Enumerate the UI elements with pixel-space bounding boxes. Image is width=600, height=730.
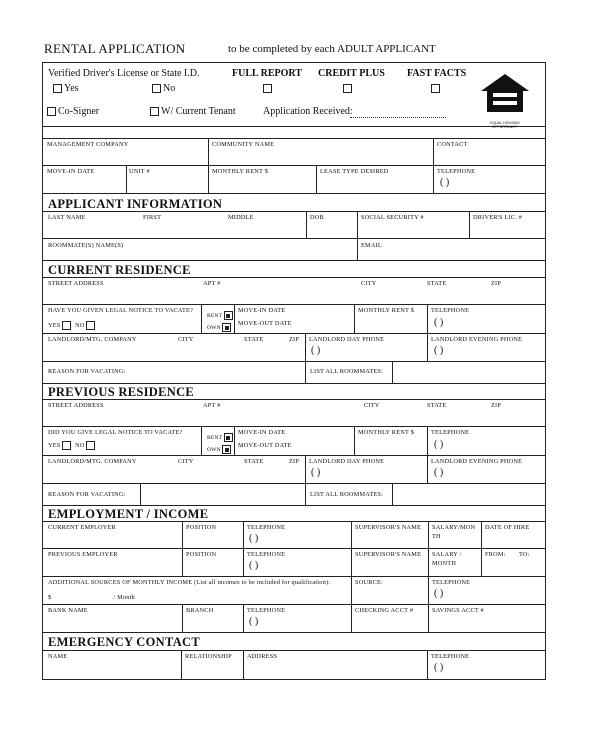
current-notice-label: HAVE YOU GIVEN LEGAL NOTICE TO VACATE? (48, 307, 194, 314)
fast-facts-label: FAST FACTS (407, 68, 467, 79)
current-roommates-label: LIST ALL ROOMMATES: (310, 368, 384, 375)
emergency-phone-field[interactable]: ( ) (434, 662, 444, 673)
community-name-label: COMMUNITY NAME (212, 141, 275, 148)
contact-label: CONTACT (437, 141, 468, 148)
previous-no-checkbox[interactable] (86, 441, 95, 450)
current-rent-checkbox[interactable] (224, 311, 233, 320)
previous-employer-telephone-label: TELEPHONE (247, 551, 286, 558)
current-zip-label: ZIP (491, 280, 502, 287)
current-position-label: POSITION (186, 524, 217, 531)
current-street-label: STREET ADDRESS (48, 280, 104, 287)
previous-residence-heading: PREVIOUS RESIDENCE (48, 385, 195, 399)
current-phone-field[interactable]: ( ) (434, 317, 444, 328)
applicant-information-heading: APPLICANT INFORMATION (48, 197, 223, 211)
full-report-label: FULL REPORT (232, 68, 302, 79)
equal-housing-logo-icon (478, 72, 532, 129)
dob-label: DOB (310, 214, 324, 221)
form-title: RENTAL APPLICATION (44, 41, 186, 56)
previous-landlord-city-label: CITY (178, 458, 194, 465)
previous-notice-yes[interactable]: YES NO (48, 441, 97, 450)
current-tenant-checkbox[interactable] (150, 107, 159, 116)
date-of-hire-label: DATE OF HIRE (485, 524, 530, 531)
previous-salary-label: SALARY / (432, 551, 462, 558)
previous-landlord-zip-label: ZIP (289, 458, 300, 465)
previous-salary-month: MONTH (432, 560, 457, 567)
savings-account-label: SAVINGS ACCT # (432, 607, 484, 614)
current-reason-label: REASON FOR VACATING: (48, 368, 126, 375)
current-telephone-label: TELEPHONE (431, 307, 470, 314)
previous-day-phone-label: LANDLORD DAY PHONE (309, 458, 385, 465)
previous-move-in-label: MOVE-IN DATE (238, 429, 286, 436)
previous-reason-label: REASON FOR VACATING: (48, 491, 126, 498)
current-landlord-city-label: CITY (178, 336, 194, 343)
current-own-option[interactable]: OWN (207, 323, 233, 332)
move-in-date-label: MOVE-IN DATE (47, 168, 95, 175)
checking-account-label: CHECKING ACCT # (355, 607, 414, 614)
previous-phone-field[interactable]: ( ) (434, 439, 444, 450)
current-day-phone-field[interactable]: ( ) (311, 345, 321, 356)
income-phone-field[interactable]: ( ) (434, 588, 444, 599)
emergency-name-label: NAME (48, 653, 68, 660)
previous-day-phone-field[interactable]: ( ) (311, 467, 321, 478)
previous-roommates-label: LIST ALL ROOMMATES: (310, 491, 384, 498)
previous-rent-option[interactable]: RENT (207, 433, 235, 442)
credit-plus-checkbox[interactable] (343, 84, 352, 93)
bank-branch-label: BRANCH (186, 607, 214, 614)
previous-position-label: POSITION (186, 551, 217, 558)
previous-move-out-label: MOVE-OUT DATE (238, 442, 292, 449)
credit-plus-label: CREDIT PLUS (318, 68, 385, 79)
previous-street-label: STREET ADDRESS (48, 402, 104, 409)
previous-notice-label: DID YOU GIVE LEGAL NOTICE TO VACATE? (48, 429, 183, 436)
current-move-out-label: MOVE-OUT DATE (238, 320, 292, 327)
current-move-in-label: MOVE-IN DATE (238, 307, 286, 314)
previous-own-option[interactable]: OWN (207, 445, 233, 454)
current-state-label: STATE (427, 280, 447, 287)
current-landlord-label: LANDLORD/MTG. COMPANY (48, 336, 137, 343)
cosigner-checkbox[interactable] (47, 107, 56, 116)
roommates-name-label: ROOMMATE(S) NAME(S) (48, 242, 124, 249)
current-landlord-state-label: STATE (244, 336, 264, 343)
license-yes[interactable]: Yes (53, 83, 79, 94)
monthly-rent-label: MONTHLY RENT $ (212, 168, 269, 175)
current-residence-heading: CURRENT RESIDENCE (48, 263, 191, 277)
income-source-label: SOURCE: (355, 579, 383, 586)
cosigner-option[interactable]: Co-Signer (47, 106, 99, 117)
salary-month-suffix: TH (432, 533, 441, 540)
last-name-label: LAST NAME (48, 214, 86, 221)
logo-caption: EQUAL HOUSING OPPORTUNITY (490, 121, 520, 129)
previous-city-label: CITY (364, 402, 380, 409)
form-subtitle: to be completed by each ADULT APPLICANT (228, 43, 436, 55)
previous-state-label: STATE (427, 402, 447, 409)
additional-income-label: ADDITIONAL SOURCES OF MONTHLY INCOME (List all incomes to be included for qualification): (48, 579, 331, 586)
current-own-checkbox[interactable] (222, 323, 231, 332)
current-supervisor-label: SUPERVISOR'S NAME (355, 524, 422, 531)
bank-name-label: BANK NAME (48, 607, 88, 614)
income-telephone-label: TELEPHONE (432, 579, 471, 586)
current-tenant-option[interactable]: W/ Current Tenant (150, 106, 236, 117)
salary-month-label: SALARY/MON (432, 524, 476, 531)
emergency-telephone-label: TELEPHONE (431, 653, 470, 660)
current-city-label: CITY (361, 280, 377, 287)
property-phone-field[interactable]: ( ) (440, 177, 450, 188)
fast-facts-checkbox[interactable] (431, 84, 440, 93)
previous-yes-checkbox[interactable] (62, 441, 71, 450)
license-no[interactable]: No (152, 83, 175, 94)
bank-phone-field[interactable]: ( ) (249, 616, 259, 627)
emergency-contact-heading: EMERGENCY CONTACT (48, 635, 200, 649)
full-report-checkbox[interactable] (263, 84, 272, 93)
additional-income-amount[interactable]: $ / Month (48, 594, 135, 601)
yes-checkbox[interactable] (53, 84, 62, 93)
previous-monthly-rent-label: MONTHLY RENT $ (358, 429, 415, 436)
drivers-lic-label: DRIVER'S LIC. # (473, 214, 523, 221)
no-checkbox[interactable] (152, 84, 161, 93)
management-company-label: MANAGEMENT COMPANY (47, 141, 129, 148)
previous-zip-label: ZIP (491, 402, 502, 409)
current-landlord-zip-label: ZIP (289, 336, 300, 343)
to-label: TO: (519, 551, 530, 558)
property-telephone-label: TELEPHONE (437, 168, 476, 175)
current-rent-option[interactable]: RENT (207, 311, 235, 320)
previous-apt-label: APT # (203, 402, 221, 409)
email-label: EMAIL (361, 242, 382, 249)
previous-telephone-label: TELEPHONE (431, 429, 470, 436)
bank-telephone-label: TELEPHONE (247, 607, 286, 614)
previous-evening-phone-field[interactable]: ( ) (434, 467, 444, 478)
employment-income-heading: EMPLOYMENT / INCOME (48, 507, 209, 521)
previous-landlord-label: LANDLORD/MTG. COMPANY (48, 458, 137, 465)
previous-employer-label: PREVIOUS EMPLOYER (48, 551, 118, 558)
application-received-line[interactable] (350, 117, 446, 118)
previous-employer-phone-field[interactable]: ( ) (249, 560, 259, 571)
emergency-address-label: ADDRESS (247, 653, 278, 660)
previous-supervisor-label: SUPERVISOR'S NAME (355, 551, 422, 558)
application-received: Application Received: (263, 106, 353, 117)
unit-label: UNIT # (129, 168, 150, 175)
first-name-label: FIRST (143, 214, 162, 221)
current-day-phone-label: LANDLORD DAY PHONE (309, 336, 385, 343)
current-employer-label: CURRENT EMPLOYER (48, 524, 116, 531)
current-evening-phone-field[interactable]: ( ) (434, 345, 444, 356)
current-notice-yes[interactable]: YES NO (48, 321, 97, 330)
current-apt-label: APT # (203, 280, 221, 287)
emergency-relationship-label: RELATIONSHIP (185, 653, 232, 660)
middle-name-label: MIDDLE (228, 214, 254, 221)
current-monthly-rent-label: MONTHLY RENT $ (358, 307, 415, 314)
previous-landlord-state-label: STATE (244, 458, 264, 465)
current-employer-telephone-label: TELEPHONE (247, 524, 286, 531)
current-evening-phone-label: LANDLORD EVENING PHONE (431, 336, 523, 343)
current-employer-phone-field[interactable]: ( ) (249, 533, 259, 544)
from-label: FROM: (485, 551, 506, 558)
lease-type-label: LEASE TYPE DESIRED (320, 168, 389, 175)
previous-rent-checkbox[interactable] (224, 433, 233, 442)
current-no-checkbox[interactable] (86, 321, 95, 330)
previous-own-checkbox[interactable] (222, 445, 231, 454)
ssn-label: SOCIAL SECURITY # (361, 214, 424, 221)
previous-evening-phone-label: LANDLORD EVENING PHONE (431, 458, 523, 465)
license-label: Verified Driver's License or State I.D. (48, 68, 200, 79)
current-yes-checkbox[interactable] (62, 321, 71, 330)
